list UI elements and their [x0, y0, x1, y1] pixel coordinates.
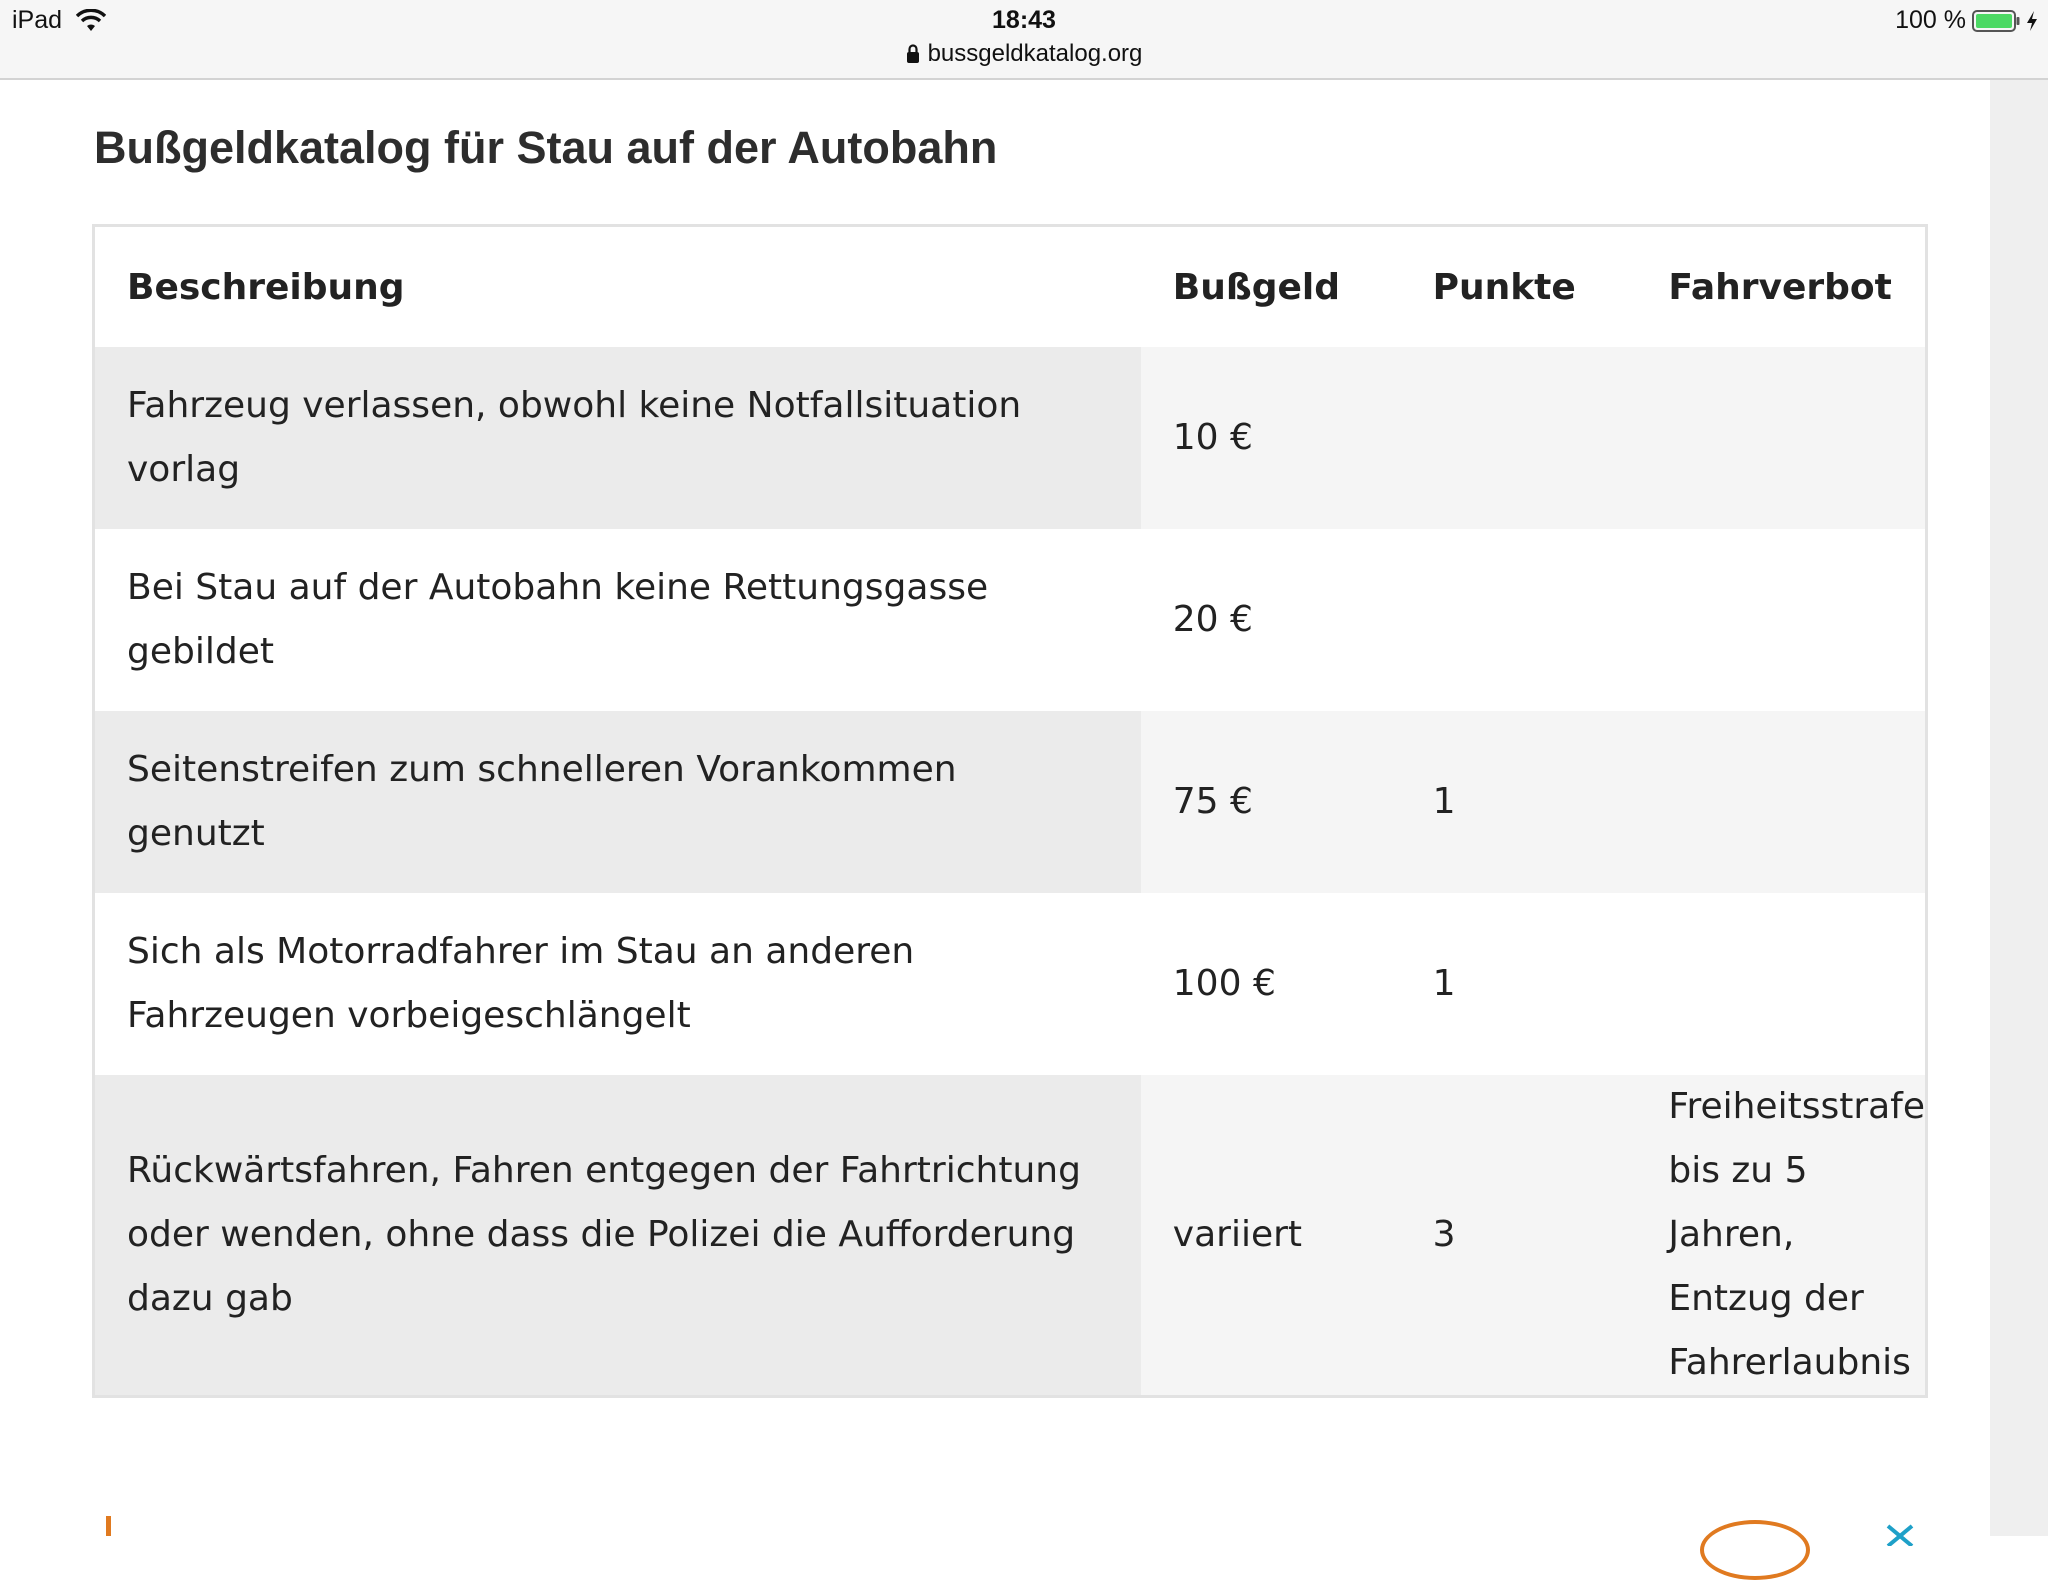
battery-indicator — [1895, 6, 2038, 35]
cell-ban — [1636, 711, 1926, 893]
header-description: Beschreibung — [94, 226, 1141, 348]
cell-description: Rückwärtsfahren, Fahren entgegen der Fahrtrichtung oder wenden, ohne dass die Polizei die Aufforderung dazu gab — [94, 1075, 1141, 1397]
header-points: Punkte — [1401, 226, 1637, 348]
table-row — [94, 893, 1927, 1075]
cell-fine: 75 € — [1141, 711, 1401, 893]
cell-description: Fahrzeug verlassen, obwohl keine Notfallsituation vorlag — [94, 347, 1141, 529]
cell-ban — [1636, 893, 1926, 1075]
cell-description: Seitenstreifen zum schnelleren Vorankommen genutzt — [94, 711, 1141, 893]
header-fine: Bußgeld — [1141, 226, 1401, 348]
status-bar — [0, 0, 2048, 80]
cell-description: Sich als Motorradfahrer im Stau an anderen Fahrzeugen vorbeigeschlängelt — [94, 893, 1141, 1075]
battery-percent: 100 % — [1895, 6, 1966, 34]
cell-points: 1 — [1401, 711, 1637, 893]
table-row — [94, 1075, 1927, 1397]
close-icon[interactable] — [1884, 1510, 1920, 1546]
cell-fine: variiert — [1141, 1075, 1401, 1397]
cell-ban — [1636, 529, 1926, 711]
charging-bolt-icon — [2026, 10, 2038, 32]
cell-description: Bei Stau auf der Autobahn keine Rettungsgasse gebildet — [94, 529, 1141, 711]
address-bar[interactable] — [0, 40, 2048, 68]
cell-fine: 100 € — [1141, 893, 1401, 1075]
device-name: iPad — [12, 6, 63, 34]
cell-ban — [1636, 347, 1926, 529]
lock-icon — [906, 44, 920, 64]
table-row — [94, 347, 1927, 529]
page-side-gutter — [1990, 80, 2048, 1536]
table-row — [94, 711, 1927, 893]
cell-fine: 20 € — [1141, 529, 1401, 711]
cell-fine: 10 € — [1141, 347, 1401, 529]
fines-table — [92, 224, 1928, 1398]
header-ban: Fahrverbot — [1636, 226, 1926, 348]
cell-points — [1401, 347, 1637, 529]
url-text[interactable]: bussgeldkatalog.org — [927, 40, 1143, 67]
table-header-row — [94, 226, 1927, 348]
battery-icon — [1972, 10, 2020, 32]
table-row — [94, 529, 1927, 711]
cell-points: 1 — [1401, 893, 1637, 1075]
clock: 18:43 — [992, 6, 1056, 34]
cell-points — [1401, 529, 1637, 711]
cell-ban: Freiheitsstrafe bis zu 5 Jahren, Entzug der Fahrerlaubnis — [1636, 1075, 1926, 1397]
page-heading: Bußgeldkatalog für Stau auf der Autobahn — [94, 122, 998, 173]
cell-points: 3 — [1401, 1075, 1637, 1397]
ad-circle-graphic — [1700, 1520, 1810, 1580]
ad-accent-bar — [106, 1516, 111, 1536]
